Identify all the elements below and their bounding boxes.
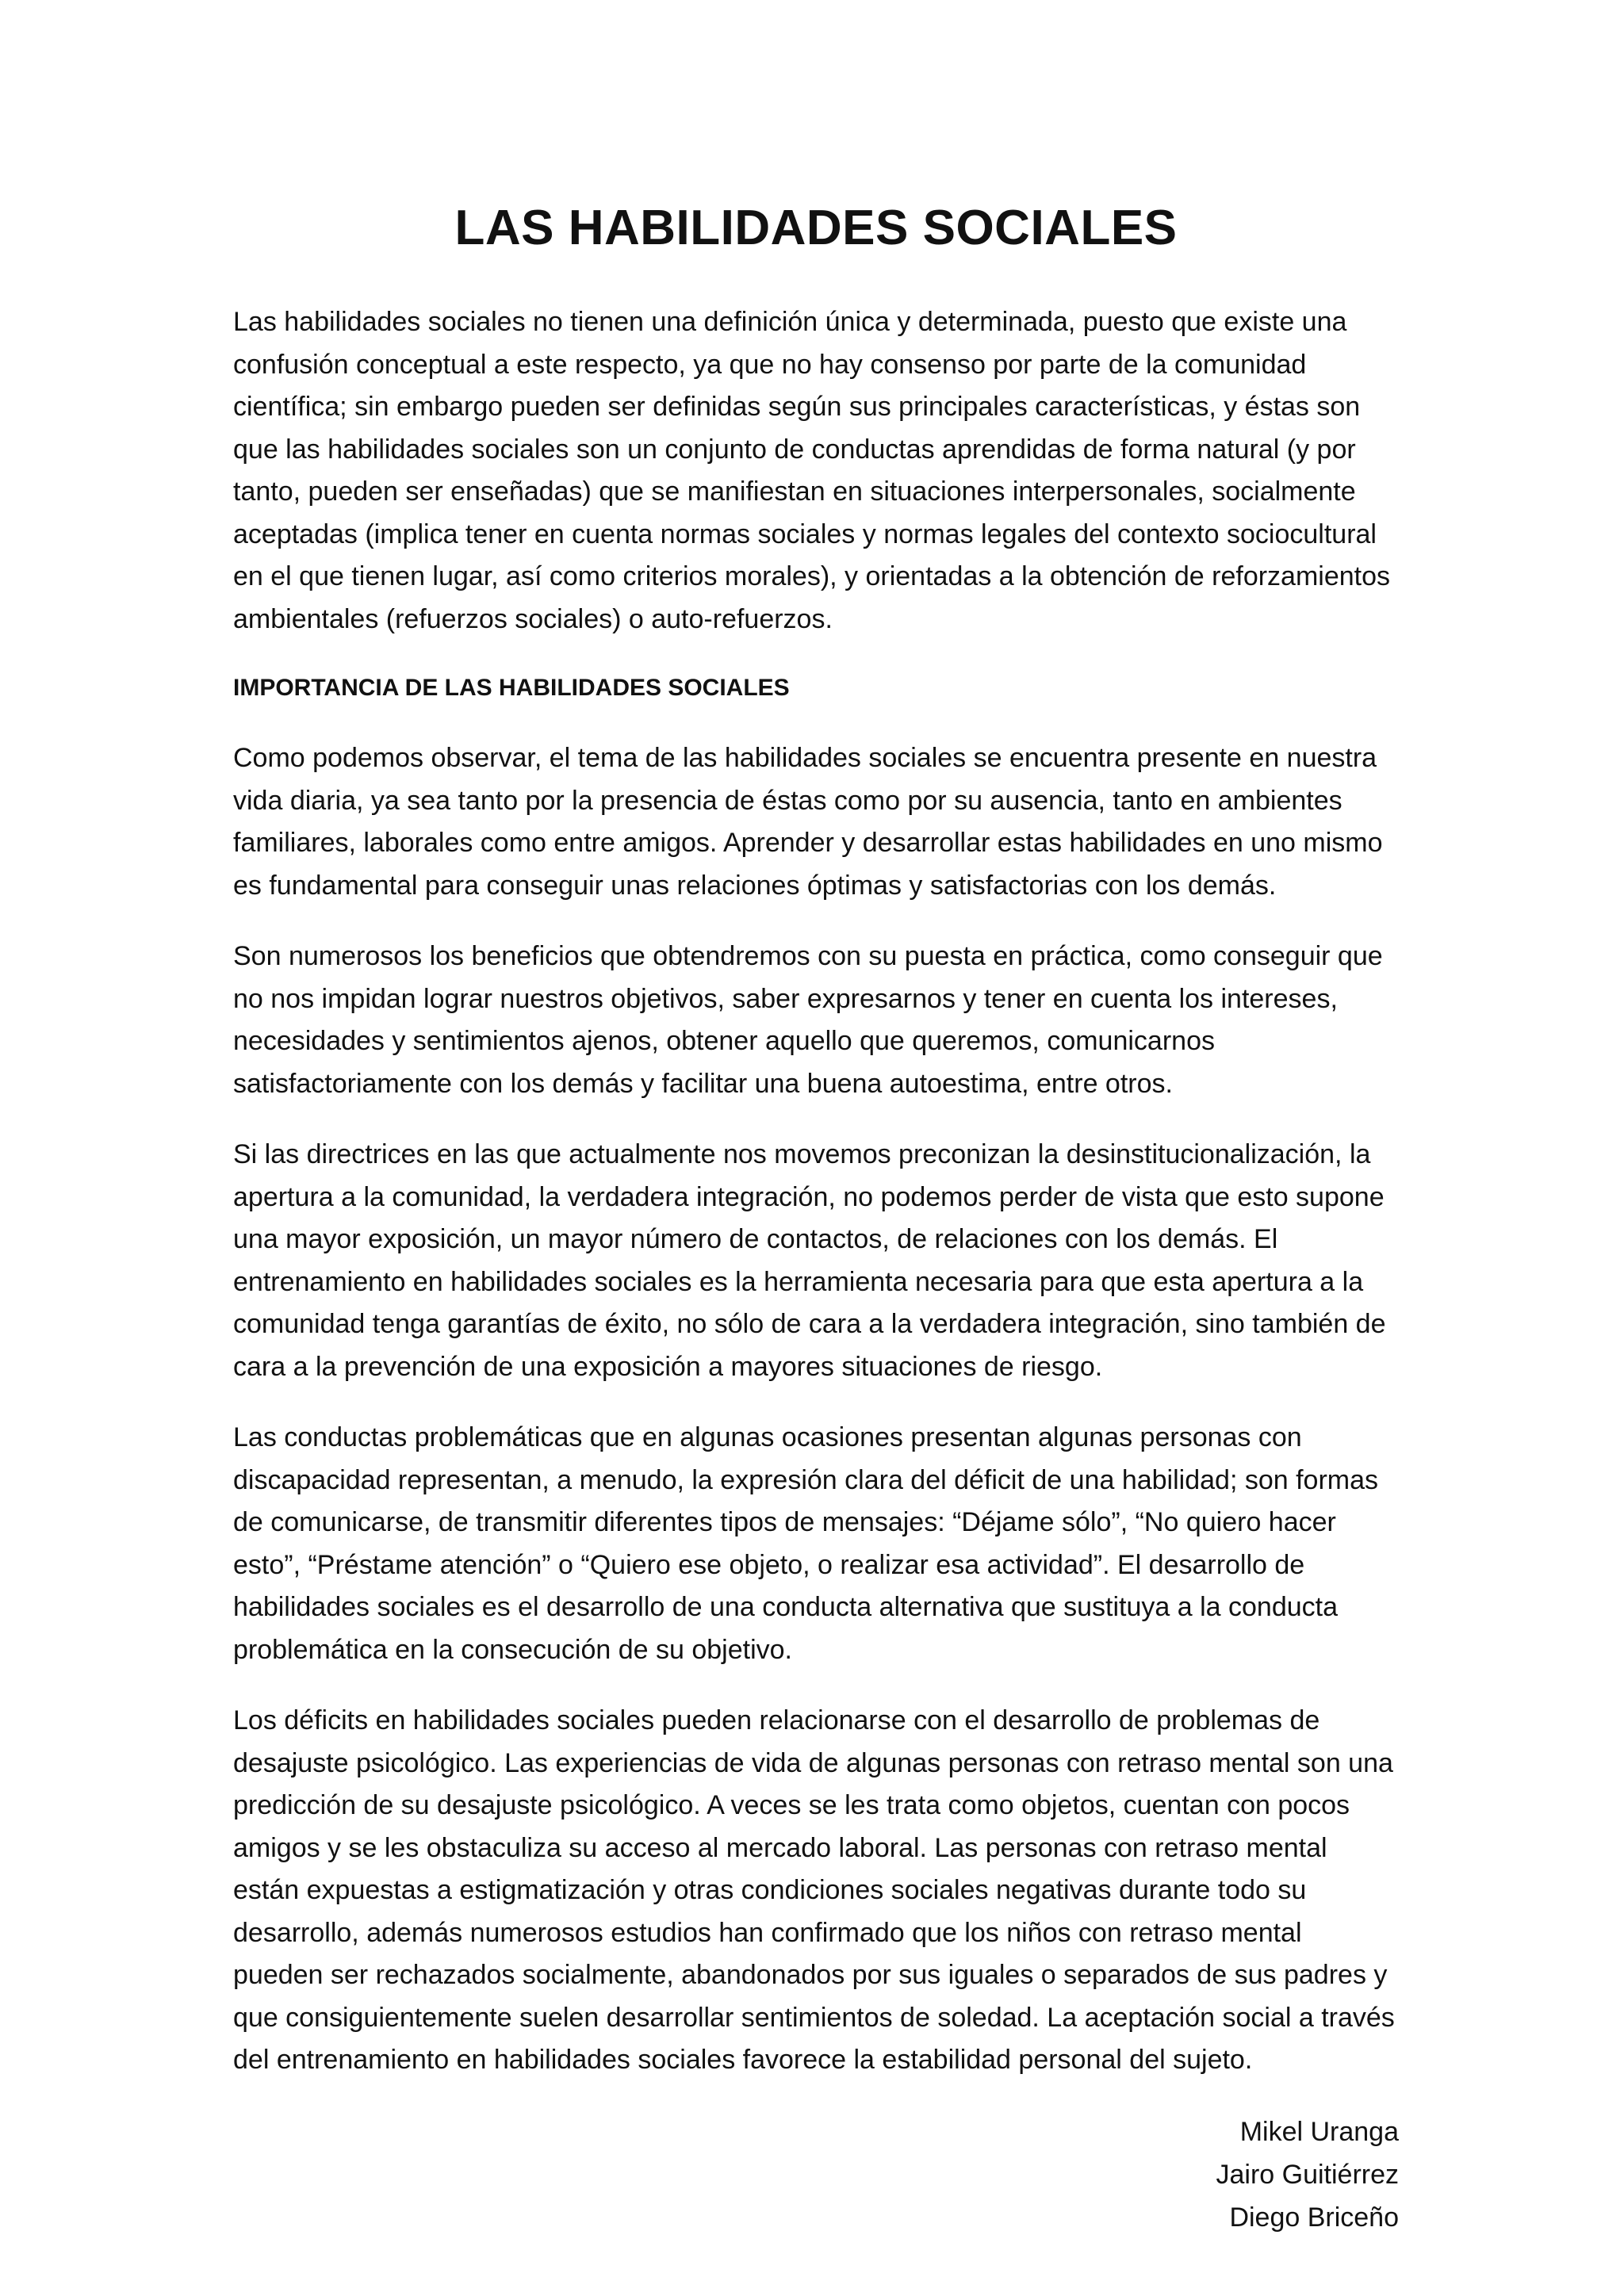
body-paragraph-1: Como podemos observar, el tema de las habilidades sociales se encuentra presente en nuestra vida diaria, ya sea tanto por la presencia de éstas como por su ausencia, tanto en ambientes familiares, laborales como entre amigos. Aprender y desarrollar estas habilidades en uno mismo es fundamental para conseguir unas relaciones óptimas y satisfactorias con los demás. bbox=[233, 743, 1383, 901]
body-paragraph-3: Si las directrices en las que actualmente nos movemos preconizan la desinstitucionalización, la apertura a la comunidad, la verdadera integración, no podemos perder de vista que esto supone una mayor exposición, un mayor número de contactos, de relaciones con los demás. El entrenamiento en habilidades sociales es la herramienta necesaria para que esta apertura a la comunidad tenga garantías de éxito, no sólo de cara a la verdadera integración, sino también de cara a la prevención de una exposición a mayores situaciones de riesgo. bbox=[233, 1139, 1386, 1382]
body-paragraph-2: Son numerosos los beneficios que obtendremos con su puesta en práctica, como conseguir que no nos impidan lograr nuestros objetivos, saber expresarnos y tener en cuenta los intereses, necesidades y sentimientos ajenos, obtener aquello que queremos, comunicarnos satisfactoriamente con los demás y facilitar una buena autoestima, entre otros. bbox=[233, 941, 1383, 1099]
author-name: Jairo Guitiérrez bbox=[1216, 2159, 1399, 2190]
authors-block bbox=[233, 2110, 1399, 2239]
intro-paragraph: Las habilidades sociales no tienen una definición única y determinada, puesto que existe una confusión conceptual a este respecto, ya que no hay consenso por parte de la comunidad científica; sin embargo pueden ser definidas según sus principales características, y éstas son que las habilidades sociales son un conjunto de conductas aprendidas de forma natural (y por tanto, pueden ser enseñadas) que se manifiestan en situaciones interpersonales, socialmente aceptadas (implica tener en cuenta normas sociales y normas legales del contexto sociocultural en el que tienen lugar, así como criterios morales), y orientadas a la obtención de reforzamientos ambientales (refuerzos sociales) o auto-refuerzos. bbox=[233, 307, 1391, 634]
section-heading: IMPORTANCIA DE LAS HABILIDADES SOCIALES bbox=[233, 675, 790, 702]
body-paragraph-4: Las conductas problemáticas que en algunas ocasiones presentan algunas personas con discapacidad representan, a menudo, la expresión clara del déficit de una habilidad; son formas de comunicarse, de transmitir diferentes tipos de mensajes: “Déjame sólo”, “No quiero hacer esto”, “Préstame atención” o “Quiero ese objeto, o realizar esa actividad”. El desarrollo de habilidades sociales es el desarrollo de una conducta alternativa que sustituya a la conducta problemática en la consecución de su objetivo. bbox=[233, 1422, 1379, 1665]
author-name: Mikel Uranga bbox=[1239, 2116, 1399, 2147]
body-paragraph-5: Los déficits en habilidades sociales pueden relacionarse con el desarrollo de problemas de desajuste psicológico. Las experiencias de vida de algunas personas con retraso mental son una predicción de su desajuste psicológico. A veces se les trata como objetos, cuentan con pocos amigos y se les obstaculiza su acceso al mercado laboral. Las personas con retraso mental están expuestas a estigmatización y otras condiciones sociales negativas durante todo su desarrollo, además numerosos estudios han confirmado que los niños con retraso mental pueden ser rechazados socialmente, abandonados por sus iguales o separados de sus padres y que consiguientemente suelen desarrollar sentimientos de soledad. La aceptación social a través del entrenamiento en habilidades sociales favorece la estabilidad personal del sujeto. bbox=[233, 1705, 1395, 2076]
document-content bbox=[233, 201, 1399, 2239]
author-name: Diego Briceño bbox=[1229, 2202, 1399, 2233]
document-title: LAS HABILIDADES SOCIALES bbox=[454, 201, 1178, 255]
